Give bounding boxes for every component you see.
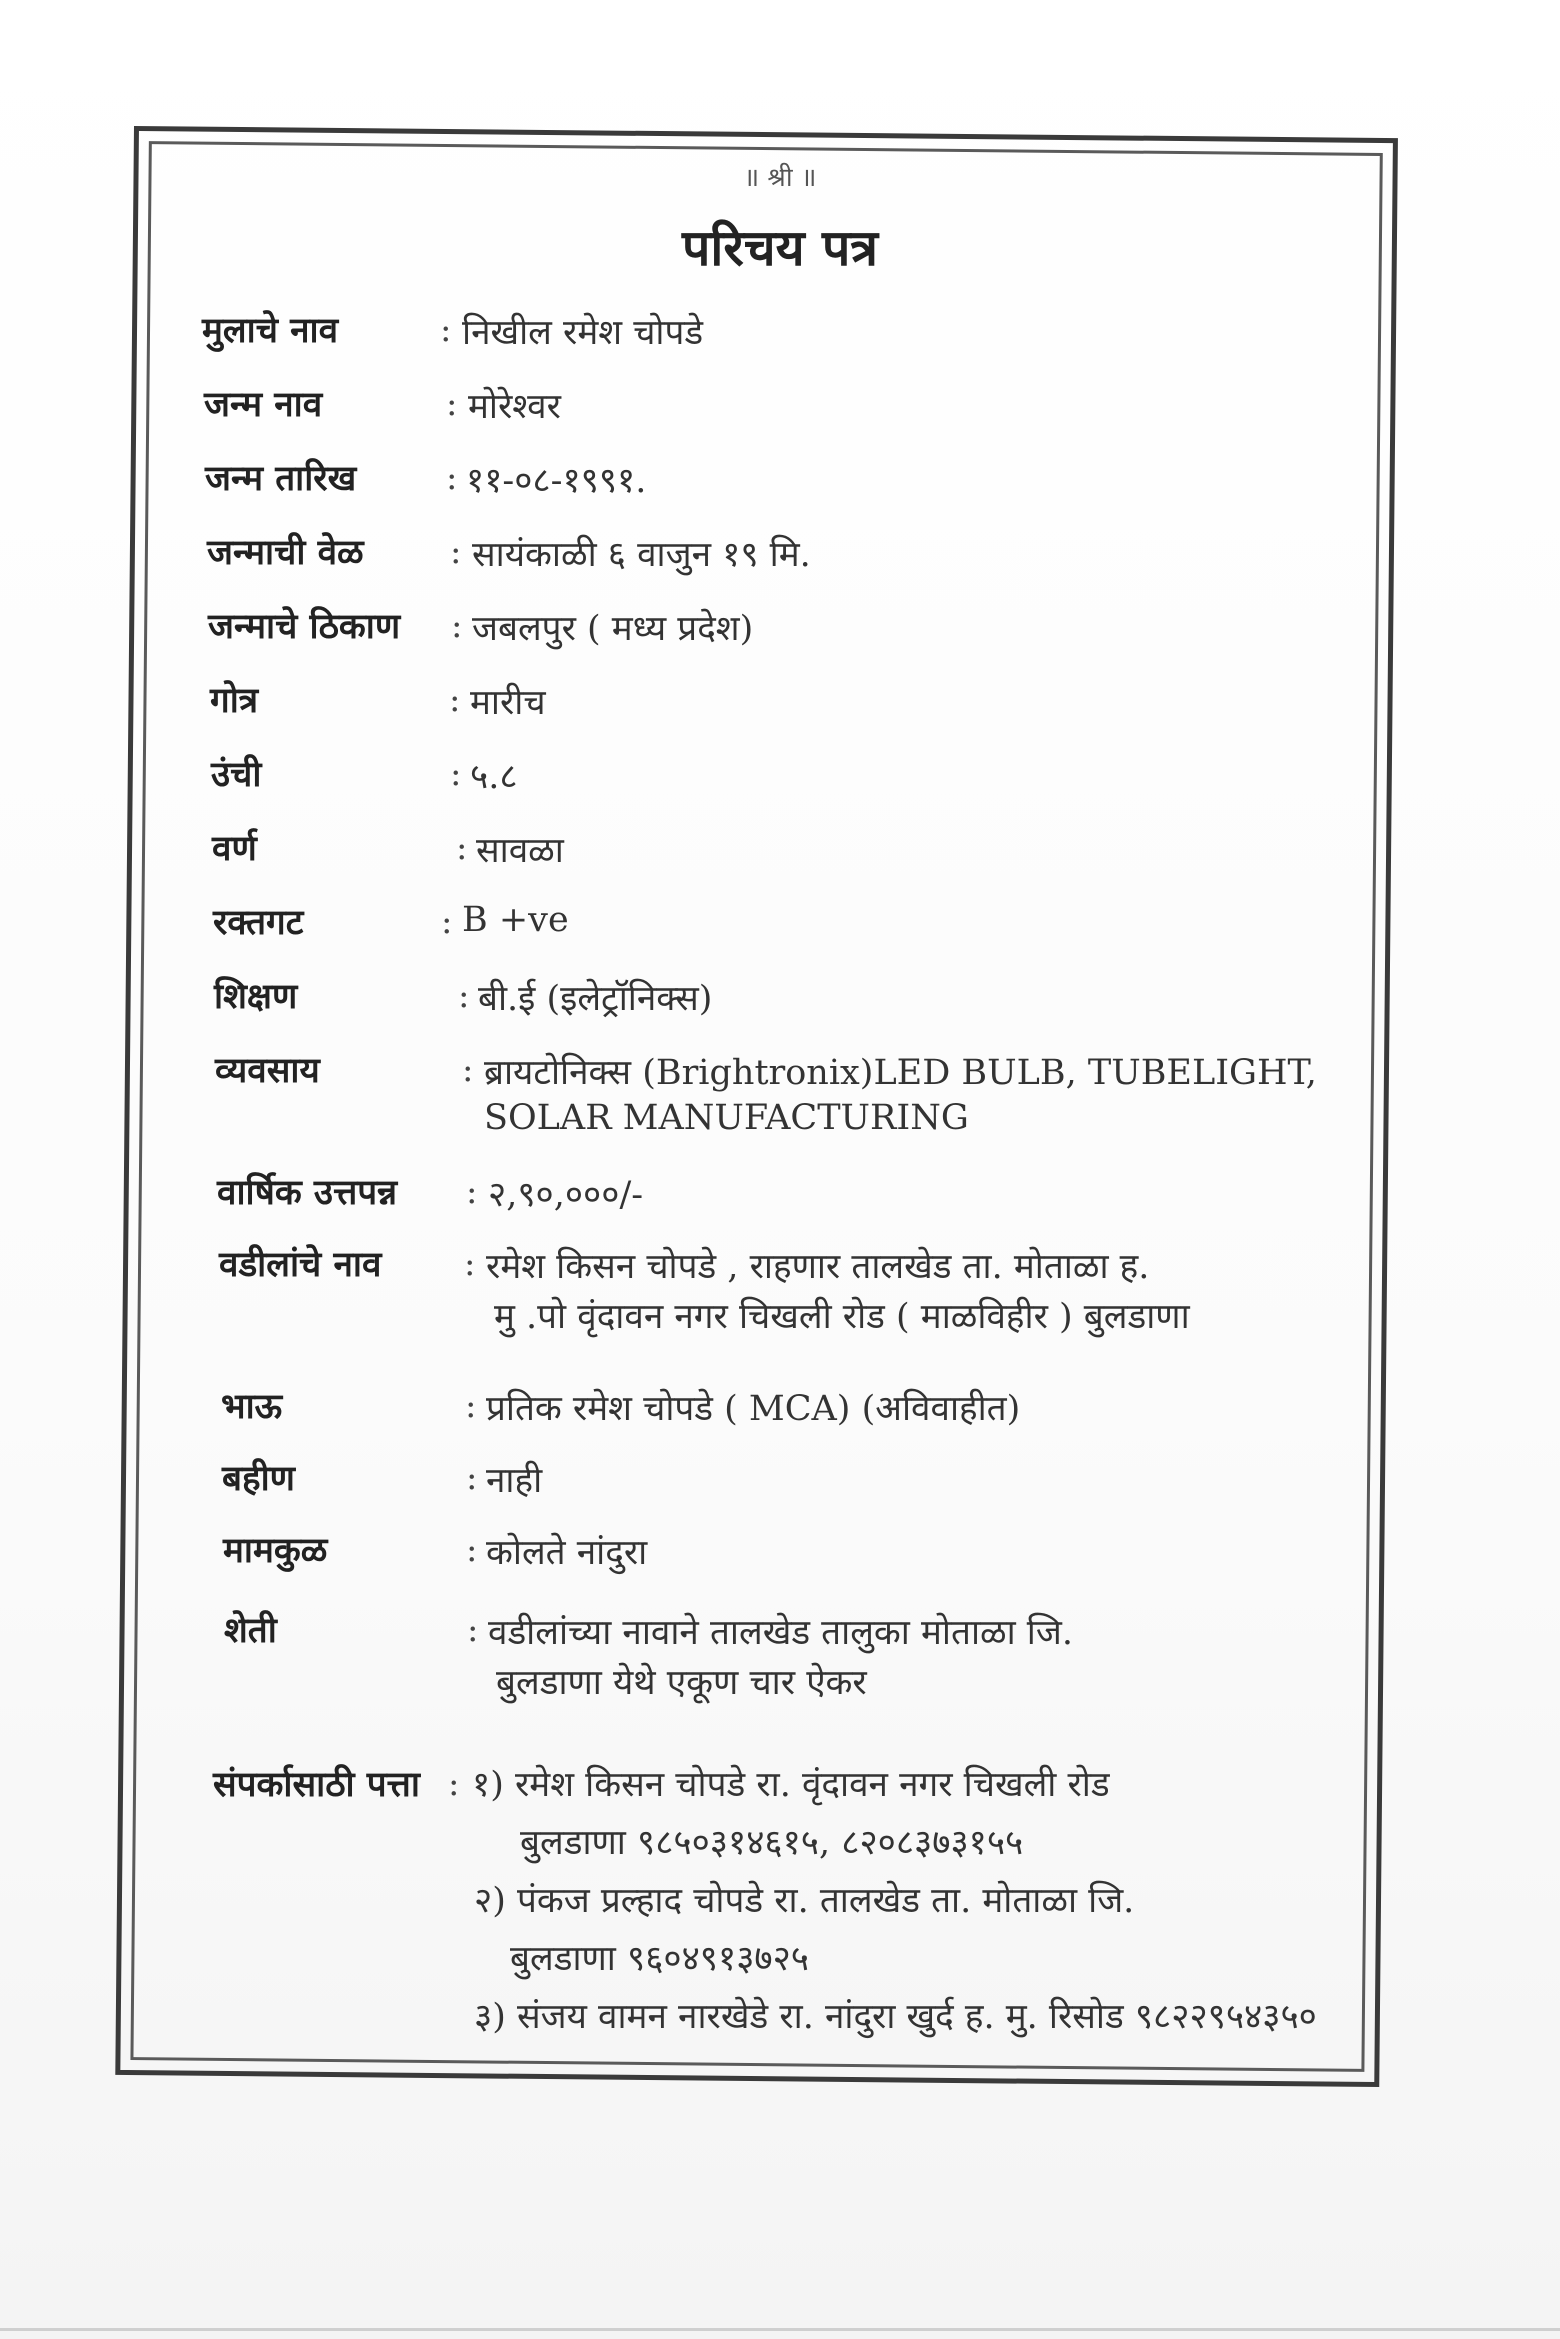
- field-value: मोरेश्वर: [468, 387, 561, 427]
- field-label: व्यवसाय: [215, 1050, 320, 1091]
- field-value-continued: बुलडाणा येथे एकूण चार ऐकर: [496, 1663, 867, 1703]
- field-value: नाही: [486, 1461, 543, 1501]
- field-label: मामकुळ: [223, 1530, 328, 1571]
- field-label: जन्म नाव: [204, 384, 323, 425]
- field-label: वार्षिक उत्तपन्न: [217, 1172, 398, 1213]
- field-colon: :: [465, 1386, 477, 1426]
- field-value-continued: SOLAR MANUFACTURING: [484, 1098, 969, 1138]
- field-value: ब्रायटोनिक्स (Brightronix)LED BULB, TUBELIGHT,: [484, 1053, 1317, 1093]
- contact-line: बुलडाणा ९६०४९१३७२५: [510, 1939, 810, 1979]
- field-label: उंची: [211, 754, 262, 795]
- field-colon: :: [448, 1764, 460, 1804]
- field-colon: :: [466, 1530, 478, 1570]
- document-title: परिचय पत्र: [682, 218, 878, 277]
- field-label: शेती: [224, 1610, 277, 1651]
- field-colon: :: [451, 606, 463, 646]
- field-label: जन्माची वेळ: [207, 532, 364, 573]
- field-colon: :: [450, 532, 462, 572]
- field-colon: :: [462, 1050, 474, 1090]
- field-value: जबलपुर ( मध्य प्रदेश): [472, 609, 754, 649]
- field-colon: :: [456, 828, 468, 868]
- field-value: वडीलांच्या नावाने तालखेड तालुका मोताळा जि.: [488, 1613, 1073, 1653]
- field-colon: :: [446, 384, 458, 424]
- field-value: सावळा: [476, 831, 564, 871]
- field-colon: :: [449, 680, 461, 720]
- contact-line: बुलडाणा ९८५०३१४६१५, ८२०८३७३१५५: [520, 1823, 1024, 1863]
- contact-label: संपर्कासाठी पत्ता: [213, 1764, 420, 1805]
- field-colon: :: [458, 976, 470, 1016]
- contact-line: २) पंकज प्रल्हाद चोपडे रा. तालखेड ता. मोताळा जि.: [474, 1881, 1135, 1921]
- field-value-continued: मु .पो वृंदावन नगर चिखली रोड ( माळविहीर ) बुलडाणा: [494, 1297, 1190, 1337]
- field-label: जन्माचे ठिकाण: [208, 606, 401, 647]
- field-value: निखील रमेश चोपडे: [462, 313, 704, 353]
- field-value: सायंकाळी ६ वाजुन १९ मि.: [472, 535, 811, 575]
- field-colon: :: [450, 754, 462, 794]
- field-colon: :: [466, 1458, 478, 1498]
- field-value: कोलते नांदुरा: [486, 1533, 648, 1573]
- field-label: गोत्र: [210, 680, 259, 721]
- field-value: B +ve: [462, 900, 569, 940]
- field-value: मारीच: [470, 683, 546, 723]
- field-colon: :: [446, 458, 458, 498]
- contact-line: ३) संजय वामन नारखेडे रा. नांदुरा खुर्द ह. मु. रिसोड ९८२२९५४३५०: [474, 1997, 1317, 2037]
- field-value: रमेश किसन चोपडे , राहणार तालखेड ता. मोताळा ह.: [486, 1247, 1150, 1287]
- scan-edge: [0, 2328, 1560, 2331]
- invocation-text: ॥ श्री ॥: [743, 163, 817, 193]
- field-label: बहीण: [222, 1458, 295, 1499]
- field-value: ११-०८-१९९१.: [466, 461, 647, 501]
- field-label: भाऊ: [221, 1386, 283, 1427]
- field-colon: :: [440, 310, 452, 350]
- field-value: बी.ई (इलेट्रॉनिक्स): [478, 979, 713, 1019]
- field-colon: :: [464, 1244, 476, 1284]
- contact-line: १) रमेश किसन चोपडे रा. वृंदावन नगर चिखली रोड: [472, 1765, 1110, 1805]
- field-label: वडीलांचे नाव: [219, 1244, 382, 1285]
- field-label: वर्ण: [212, 828, 257, 869]
- field-value: ५.८: [470, 757, 518, 797]
- field-value: प्रतिक रमेश चोपडे ( MCA) (अविवाहीत): [486, 1389, 1021, 1429]
- field-label: जन्म तारिख: [205, 458, 357, 499]
- field-label: रक्तगट: [213, 902, 304, 943]
- field-colon: :: [466, 1172, 478, 1212]
- field-colon: :: [467, 1610, 479, 1650]
- field-label: शिक्षण: [214, 976, 298, 1017]
- field-colon: :: [441, 902, 453, 942]
- field-label: मुलाचे नाव: [202, 310, 339, 351]
- field-value: २,९०,०००/-: [488, 1175, 644, 1215]
